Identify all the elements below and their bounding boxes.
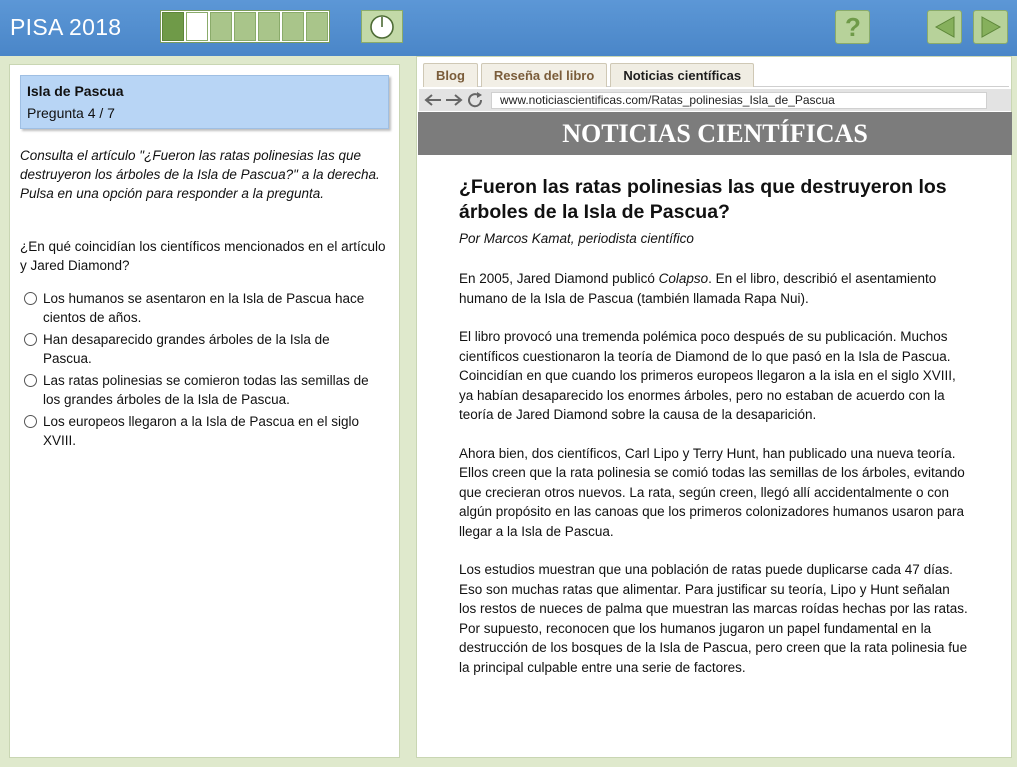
next-button[interactable]	[973, 10, 1008, 44]
article-byline: Por Marcos Kamat, periodista científico	[459, 231, 694, 246]
answer-option[interactable]	[24, 330, 384, 368]
forward-arrow-icon[interactable]	[444, 92, 464, 108]
answer-option[interactable]	[24, 371, 384, 409]
article-paragraph: Ahora bien, dos científicos, Carl Lipo y Terry Hunt, han publicado una nueva teoría. Ellos creen que la rata polinesia se comió todas las semillas de los árboles, evitando que crecieran otros nuevos. La rata, según creen, llegó allí accidentalmente o con algún propósito en las canoas que los primeros colonizadores humanos usaron para llegar a la Isla de Pascua.	[459, 445, 965, 539]
article-paragraph	[459, 269, 969, 308]
radio-button[interactable]	[24, 333, 37, 346]
paragraph-text: . En el libro, describió el asentamiento humano de la Isla de Pascua (también llamada Rapa Nui).	[459, 271, 937, 306]
previous-button[interactable]	[927, 10, 962, 44]
progress-segment	[162, 12, 184, 41]
progress-bar	[160, 10, 330, 43]
url-field[interactable]: www.noticiascientificas.com/Ratas_polinesias_Isla_de_Pascua	[491, 92, 987, 109]
answer-options	[24, 289, 384, 453]
radio-button[interactable]	[24, 374, 37, 387]
forward-arrow-icon	[978, 14, 1004, 40]
progress-segment	[258, 12, 280, 41]
answer-option-label[interactable]: Las ratas polinesias se comieron todas las semillas de los grandes árboles de la Isla de Pascua.	[43, 373, 369, 407]
help-icon	[840, 13, 866, 41]
article	[459, 175, 969, 677]
unit-title: Isla de Pascua	[27, 83, 124, 99]
progress-segment	[282, 12, 304, 41]
article-paragraph: Los estudios muestran que una población de ratas puede duplicarse cada 47 días. Eso son muchas ratas que alimentar. Para justificar su teoría, Lipo y Hunt señalan los restos de nueces de palma que muestran las marcas roídas hechas por las ratas. Por supuesto, reconocen que los humanos jugaron un papel fundamental en la destrucción de los bosques de la Isla de Pascua, pero creen que la rata polinesia fue la principal culpable entre una serie de factores.	[459, 562, 968, 675]
tab-blog[interactable]: Blog	[423, 63, 478, 87]
top-bar	[0, 0, 1017, 56]
book-title: Colapso	[658, 271, 709, 286]
help-button[interactable]	[835, 10, 870, 44]
progress-segment	[186, 12, 208, 41]
tab-science-news[interactable]: Noticias científicas	[610, 63, 754, 87]
article-paragraph: El libro provocó una tremenda polémica poco después de su publicación. Muchos científicos cuestionaron la teoría de Diamond de lo que pasó en la Isla de Pascua. Coincidían en que cuando los primeros europeos llegaron a la isla en el siglo XVIII, ya habían desaparecido los enormes árboles, pero no estaban de acuerdo con la teoría de Jared Diamond sobre la causa de la desaparición.	[459, 329, 956, 422]
paragraph-text: En 2005, Jared Diamond publicó	[459, 271, 659, 286]
question-counter: Pregunta 4 / 7	[27, 105, 115, 121]
refresh-icon[interactable]	[465, 91, 485, 109]
site-banner: NOTICIAS CIENTÍFICAS	[418, 112, 1012, 155]
tab-book-review[interactable]: Reseña del libro	[481, 63, 607, 87]
app-title: PISA 2018	[10, 14, 122, 40]
answer-option-label[interactable]: Han desaparecido grandes árboles de la Isla de Pascua.	[43, 332, 330, 366]
back-arrow-icon[interactable]	[423, 92, 443, 108]
browser-nav	[423, 91, 491, 109]
instructions-text: Consulta el artículo "¿Fueron las ratas polinesias las que destruyeron los árboles de la Isla de Pascua?" a la derecha. Pulsa en una opción para responder a la pregunta.	[20, 148, 380, 201]
svg-text:?: ?	[844, 13, 861, 41]
timer-icon	[369, 14, 395, 40]
answer-option-label[interactable]: Los europeos llegaron a la Isla de Pascua en el siglo XVIII.	[43, 414, 359, 448]
radio-button[interactable]	[24, 292, 37, 305]
question-text: ¿En qué coincidían los científicos mencionados en el artículo y Jared Diamond?	[20, 239, 386, 273]
progress-segment	[234, 12, 256, 41]
article-title: ¿Fueron las ratas polinesias las que destruyeron los árboles de la Isla de Pascua?	[459, 176, 947, 223]
question-panel	[0, 56, 410, 767]
progress-segment	[306, 12, 328, 41]
stimulus-panel	[410, 56, 1017, 767]
answer-option[interactable]	[24, 289, 384, 327]
browser-window	[416, 56, 1012, 758]
browser-tabs	[423, 63, 1009, 87]
timer-button[interactable]	[361, 10, 403, 43]
unit-header	[20, 75, 389, 129]
answer-option[interactable]	[24, 412, 384, 450]
radio-button[interactable]	[24, 415, 37, 428]
answer-option-label[interactable]: Los humanos se asentaron en la Isla de Pascua hace cientos de años.	[43, 291, 365, 325]
address-bar	[419, 89, 1011, 111]
back-arrow-icon	[932, 14, 958, 40]
question-card	[9, 64, 400, 758]
progress-segment	[210, 12, 232, 41]
